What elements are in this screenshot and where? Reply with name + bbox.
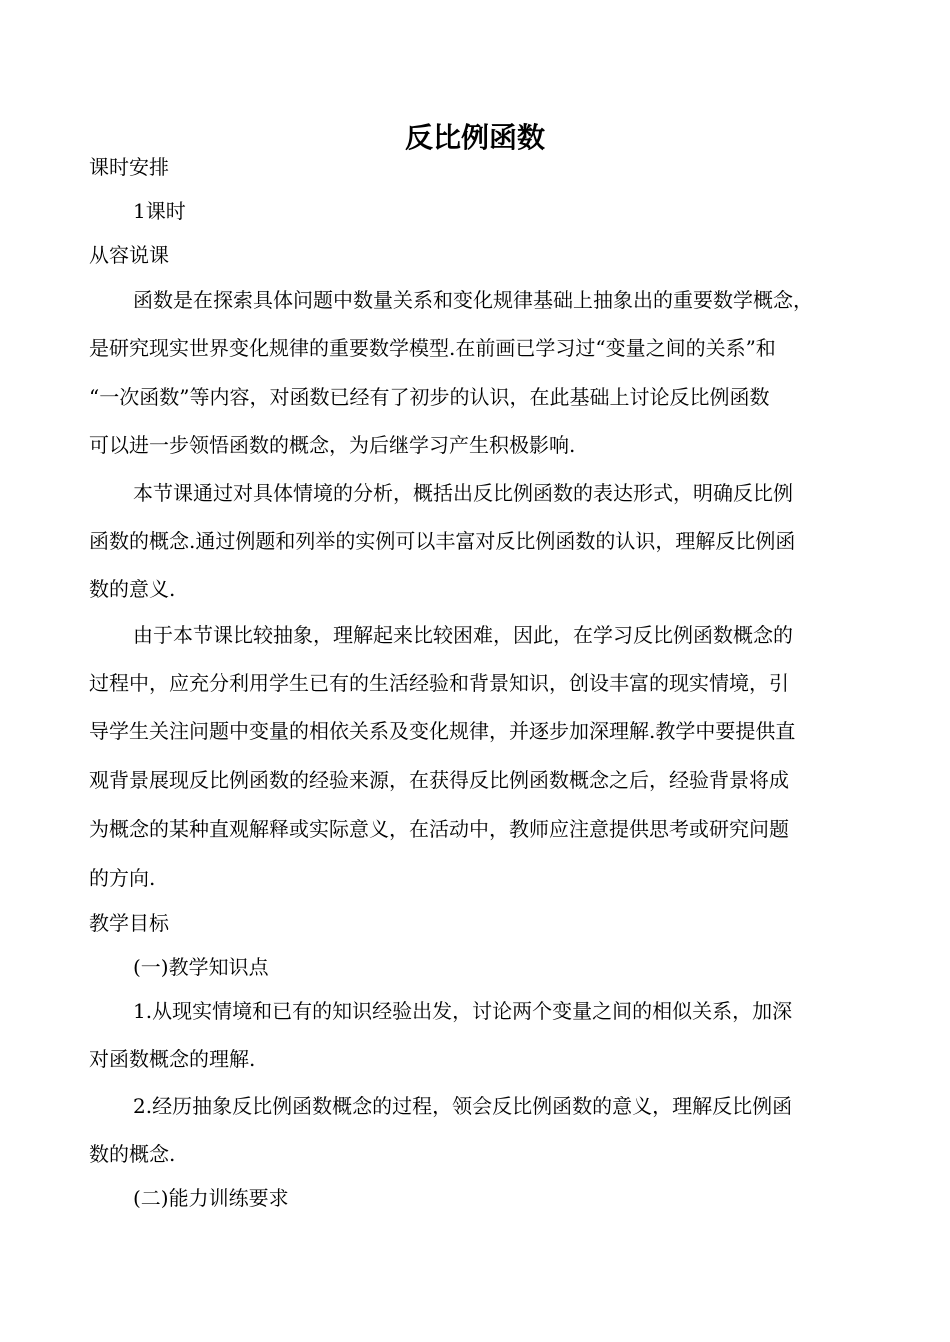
list-item-line: 对函数概念的理解. (89, 1047, 256, 1071)
paragraph-line: 的方向. (89, 866, 156, 890)
paragraph-line: 导学生关注问题中变量的相依关系及变化规律，并逐步加深理解.教学中要提供直 (89, 719, 796, 743)
paragraph-line: 由于本节课比较抽象，理解起来比较困难，因此，在学习反比例函数概念的 (133, 623, 793, 647)
section-heading-schedule: 课时安排 (89, 155, 169, 179)
paragraph-line: 观背景展现反比例函数的经验来源，在获得反比例函数概念之后，经验背景将成 (89, 768, 789, 792)
list-item-line: 1.从现实情境和已有的知识经验出发，讨论两个变量之间的相似关系，加深 (133, 999, 793, 1023)
paragraph-line: 本节课通过对具体情境的分析，概括出反比例函数的表达形式，明确反比例 (133, 481, 793, 505)
schedule-text: 1课时 (133, 199, 186, 223)
subsection-heading-knowledge: (一)教学知识点 (133, 955, 269, 979)
paragraph-line: 函数的概念.通过例题和列举的实例可以丰富对反比例函数的认识，理解反比例函 (89, 529, 796, 553)
subsection-heading-ability: (二)能力训练要求 (133, 1186, 289, 1210)
list-item-line: 2.经历抽象反比例函数概念的过程，领会反比例函数的意义，理解反比例函 (133, 1094, 793, 1118)
section-heading-goals: 教学目标 (89, 911, 169, 935)
paragraph-line: 为概念的某种直观解释或实际意义，在活动中，教师应注意提供思考或研究问题 (89, 817, 789, 841)
document-title: 反比例函数 (404, 121, 545, 154)
paragraph-line: 过程中，应充分利用学生已有的生活经验和背景知识，创设丰富的现实情境，引 (89, 671, 789, 695)
paragraph-line: 是研究现实世界变化规律的重要数学模型.在前画已学习过“变量之间的关系”和 (89, 336, 776, 360)
paragraph-line: 可以进一步领悟函数的概念，为后继学习产生积极影响. (89, 433, 576, 457)
section-heading-talk: 从容说课 (89, 243, 169, 267)
paragraph-line: 数的意义. (89, 577, 176, 601)
paragraph-line: 函数是在探索具体问题中数量关系和变化规律基础上抽象出的重要数学概念， (133, 288, 813, 312)
paragraph-line: “一次函数”等内容，对函数已经有了初步的认识，在此基础上讨论反比例函数 (89, 385, 770, 409)
list-item-line: 数的概念. (89, 1142, 176, 1166)
